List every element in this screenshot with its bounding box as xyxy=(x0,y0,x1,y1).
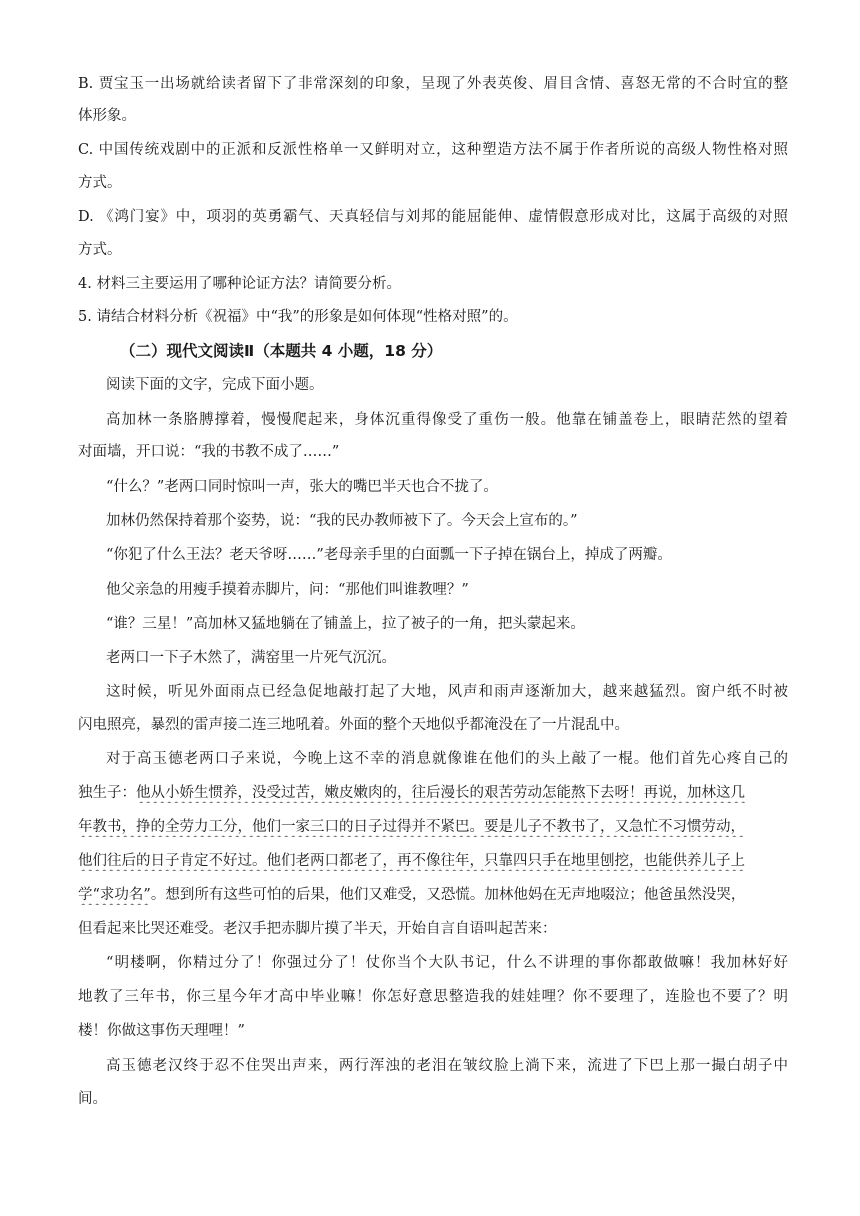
passage-paragraph-10-line-3: 楼！你做这事伤天理哩！” xyxy=(78,1023,245,1039)
option-d-line-1: D. 《鸿门宴》中，项羽的英勇霸气、天真轻信与刘邦的能屈能伸、虚情假意形成对比，这属于高级的对照 xyxy=(78,209,788,225)
passage-paragraph-6: “谁？三星！”高加林又猛地躺在了铺盖上，拉了被子的一角，把头蒙起来。 xyxy=(106,616,585,632)
section-instruction: 阅读下面的文字，完成下面小题。 xyxy=(106,377,324,393)
passage-paragraph-8-line-1: 这时候，听见外面雨点已经急促地敲打起了大地，风声和雨声逐渐加大，越来越猛烈。窗户纸不时被 xyxy=(106,684,788,700)
passage-paragraph-9-line-2 xyxy=(78,783,788,803)
passage-paragraph-4: “你犯了什么王法？老天爷呀……”老母亲手里的白面瓢一下子掉在锅台上，掉成了两瓣。 xyxy=(106,547,672,563)
underlined-passage-segment-2: 年教书，挣的全劳力工分，他们一家三口的日子过得并不紧巴。要是儿子不教书了，又急忙不习惯劳动， xyxy=(78,819,745,835)
passage-paragraph-2: “什么？”老两口同时惊叫一声，张大的嘴巴半天也合不拢了。 xyxy=(106,479,498,495)
passage-paragraph-8-line-2: 闪电照亮，暴烈的雷声接二连三地吼着。外面的整个天地似乎都淹没在了一片混乱中。 xyxy=(78,717,629,733)
option-b-line-1: B. 贾宝玉一出场就给读者留下了非常深刻的印象，呈现了外表英俊、眉目含情、喜怒无常的不合时宜的整 xyxy=(78,76,788,92)
passage-paragraph-3: 加林仍然保持着那个姿势，说：“我的民办教师被下了。今天会上宣布的。” xyxy=(106,513,578,529)
option-c-line-1: C. 中国传统戏剧中的正派和反派性格单一又鲜明对立，这种塑造方法不属于作者所说的高级人物性格对照 xyxy=(78,142,788,158)
passage-paragraph-9-line-2-lead: 独生子： xyxy=(78,785,136,801)
passage-paragraph-9-line-4 xyxy=(78,851,788,871)
underlined-passage-segment-1: 他从小娇生惯养，没受过苦，嫩皮嫩肉的，往后漫长的艰苦劳动怎能熬下去呀！再说，加林这几 xyxy=(136,785,745,801)
option-b-line-2: 体形象。 xyxy=(78,108,136,124)
passage-paragraph-1-line-1: 高加林一条胳膊撑着，慢慢爬起来，身体沉重得像受了重伤一般。他靠在铺盖卷上，眼睛茫然的望着 xyxy=(106,412,788,428)
section-heading: （二）现代文阅读Ⅱ（本题共 4 小题，18 分） xyxy=(120,342,443,360)
passage-paragraph-11-line-1: 高玉德老汉终于忍不住哭出声来，两行浑浊的老泪在皱纹脸上淌下来，流进了下巴上那一撮白胡子中 xyxy=(106,1058,788,1074)
underlined-passage-segment-4: 学“求功名” xyxy=(78,887,151,903)
option-d-line-2: 方式。 xyxy=(78,242,122,258)
passage-paragraph-7: 老两口一下子木然了，满窑里一片死气沉沉。 xyxy=(106,650,396,666)
underlined-passage-segment-3: 他们往后的日子肯定不好过。他们老两口都老了，再不像往年，只靠四只手在地里刨挖，也能供养儿子上 xyxy=(78,853,745,869)
passage-paragraph-9-line-1: 对于高玉德老两口子来说，今晚上这不幸的消息就像谁在他们的头上敲了一棍。他们首先心疼自己的 xyxy=(106,751,788,767)
question-4: 4. 材料三主要运用了哪种论证方法？请简要分析。 xyxy=(78,276,401,292)
passage-paragraph-10-line-2: 地教了三年书，你三星今年才高中毕业嘛！你怎好意思整造我的娃娃哩？你不要理了，连脸也不要了？明 xyxy=(78,989,788,1005)
passage-paragraph-9-line-5-tail: 。想到所有这些可怕的后果，他们又难受，又恐慌。加林他妈在无声地啜泣；他爸虽然没哭， xyxy=(150,887,746,903)
passage-paragraph-5: 他父亲急的用瘦手摸着赤脚片，问：“那他们叫谁教哩？” xyxy=(106,582,469,598)
passage-paragraph-11-line-2: 间。 xyxy=(78,1091,107,1107)
passage-paragraph-9-line-6: 但看起来比哭还难受。老汉手把赤脚片摸了半天，开始自言自语叫起苦来： xyxy=(78,921,557,937)
passage-paragraph-10-line-1: “明楼啊，你精过分了！你强过分了！仗你当个大队书记，什么不讲理的事你都敢做嘛！我加林好好 xyxy=(106,955,788,971)
option-c-line-2: 方式。 xyxy=(78,175,122,191)
question-5: 5. 请结合材料分析《祝福》中“我”的形象是如何体现“性格对照”的。 xyxy=(78,309,518,325)
passage-paragraph-9-line-3 xyxy=(78,817,788,837)
passage-paragraph-1-line-2: 对面墙，开口说：“我的书教不成了……” xyxy=(78,444,340,460)
passage-paragraph-9-line-5 xyxy=(78,885,788,905)
